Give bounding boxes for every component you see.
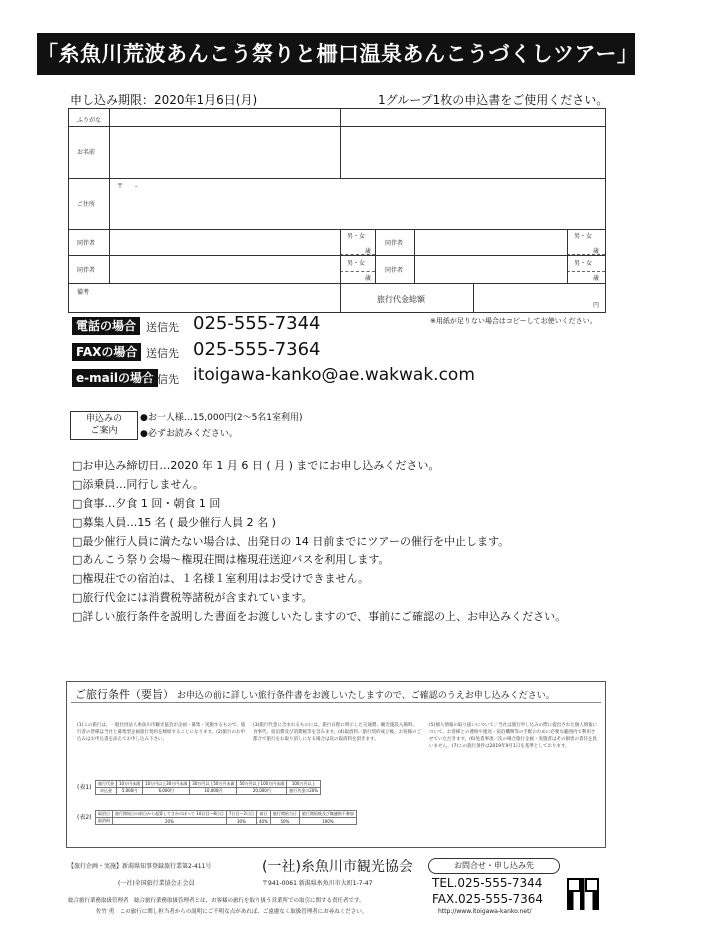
manager-note: 総合旅行業務取扱管理者 総合旅行業務取扱管理者とは、お客様の旅行を取り扱う営業所での取引に関する責任者です。 (68, 898, 365, 904)
checklist-item: □食事…夕食 1 回・朝食 1 回 (72, 497, 221, 510)
inquiry-label: お問合せ・申し込み先 (428, 858, 560, 874)
age-label: 歳 (593, 248, 600, 255)
companion-label: 同伴者 (77, 240, 96, 247)
guide-box-line1: 申込みの (85, 414, 122, 424)
age-label: 歳 (365, 275, 372, 282)
table2-label: (表2) (77, 814, 92, 821)
contact-dest-label: 送信先 (146, 321, 179, 334)
qr-code-icon (567, 878, 599, 910)
address-label: ご住所 (77, 201, 96, 208)
checklist-item: □あんこう祭り会場〜権現荘間は権現荘送迎バスを利用します。 (72, 553, 390, 566)
table-cell: 100万円以上 (287, 781, 321, 788)
table-cell: 30% (226, 818, 256, 825)
guide-box (70, 411, 138, 440)
table-cell: 7日目〜2日目 (226, 811, 256, 818)
conditions-col3: (5)個人情報の取り扱いについて／当社は旅行申し込みの際に提出された個人情報について、お客様との連絡や運送・宿泊機関等の手配のために必要な範囲内で利用させていただきます。(6)免責事項／次の場合旅行企画・実施者はその損害の責任を負いません。(7)この旅行条件は2019年9月1日を基準としております。 (429, 723, 598, 749)
conditions-heading-note: お申込の前に詳しい旅行条件書をお渡しいたしますので、ご確認のうえお申し込みください。 (176, 691, 555, 701)
organization-address: 〒941-0061 新潟県糸魚川市大町1-7-47 (262, 880, 373, 887)
total-label: 旅行代金総額 (377, 295, 425, 304)
age-label: 歳 (593, 275, 600, 282)
companion-label: 同伴者 (77, 267, 96, 274)
association-member: (一社)全国旅行業協会正会員 (118, 880, 195, 887)
group-note: 1グループ1枚の申込書をご使用ください。 (378, 93, 609, 107)
read-note: ●必ずお読みください。 (140, 429, 238, 439)
checklist-item: □最少催行人員に満たない場合は、出発日の 14 日前までにツアーの催行を中止します。 (72, 535, 510, 548)
contact-tag-fax: FAXの場合 (72, 343, 141, 361)
gender-label: 男・女 (574, 260, 593, 267)
table-cell: 50万円以上100万円未満 (237, 781, 287, 788)
yen-label: 円 (593, 302, 600, 309)
gender-label: 男・女 (347, 233, 366, 240)
table-cell: 50% (270, 818, 299, 825)
table-cell: 旅行開始日の前日から起算してさかのぼって 10日目〜8日目 (113, 811, 227, 818)
furigana-label: ふりがな (77, 117, 102, 124)
table-cell: 30万円以上50万円未満 (190, 781, 237, 788)
checklist-item: □添乗員…同行しません。 (72, 478, 205, 491)
website-url: http://www.itoigawa-kanko.net/ (438, 908, 532, 915)
age-label: 歳 (365, 248, 372, 255)
footer-tel: TEL.025-555-7344 (432, 876, 543, 890)
phone-number: 025-555-7344 (193, 313, 321, 334)
table-cell: 申込金 (96, 788, 117, 795)
table-cell: 取消料 (96, 818, 113, 825)
conditions-heading-row (75, 686, 555, 702)
fax-number: 025-555-7364 (193, 339, 321, 360)
table-cell: 旅行開始当日 (270, 811, 299, 818)
table-cell: 20,000円 (237, 788, 287, 795)
table1-label: (表1) (77, 784, 92, 791)
contact-dest-label: 送信先 (146, 373, 179, 386)
gender-label: 男・女 (347, 260, 366, 267)
remarks-label: 備考 (77, 289, 90, 296)
conditions-col1: (1)この旅行は、一般社団法人糸魚川市観光協会が企画・募集・実施するもので、旅行者の皆様は当社と募集型企画旅行契約を締結することになります。(2)旅行のお申込みはお申込書を添えてお申し込み下さい。 (77, 723, 246, 742)
companion-label: 同伴者 (385, 240, 404, 247)
email-address: itoigawa-kanko@ae.wakwak.com (193, 365, 475, 385)
gender-label: 男・女 (574, 233, 593, 240)
table-cell: 100% (299, 818, 356, 825)
contact-tag-phone: 電話の場合 (72, 317, 140, 335)
table-cell: 5,000円 (117, 788, 143, 795)
contact-dest-label: 送信先 (146, 347, 179, 360)
application-form (68, 108, 606, 313)
contact-tag-email: e-mailの場合 (72, 369, 158, 387)
organization-name: (一社)糸魚川市観光協会 (262, 859, 413, 875)
table-cell: 6,000円 (143, 788, 190, 795)
table-cell: 40% (257, 818, 271, 825)
table-cell: 前日 (257, 811, 271, 818)
postal-mark: 〒 - (117, 183, 138, 190)
table-cell: 取消日 (96, 811, 113, 818)
table-cell: 旅行代金の20% (287, 788, 321, 795)
table-cell: 10万円未満 (117, 781, 143, 788)
conditions-col2: (3)旅行代金に含まれるものには、旅行日程に明示した交通費、観光施設入場料、食事代、宿泊費及び消費税等を含みます。(4)取消料／旅行契約成立後、お客様のご都合で旅行をお取り消しになる場合は次の取消料を頂きます。 (253, 723, 422, 742)
price-info: ●お一人様…15,000円(2〜5名1室利用) (140, 413, 303, 423)
deadline-text: 申し込み期限：2020年1月6日(月) (70, 93, 258, 107)
guide-box-line2: ご案内 (90, 426, 118, 436)
table-cell: 20% (113, 818, 227, 825)
table-cell: 10万円以上30万円未満 (143, 781, 190, 788)
name-label: お名前 (77, 149, 96, 156)
companion-label: 同伴者 (385, 267, 404, 274)
manager-name: 佐竹 勇 この旅行に関し担当者からの説明にご不明な点があれば、ご遠慮なく取扱管理者にお尋ねください。 (96, 909, 368, 915)
checklist-item: □詳しい旅行条件を説明した書面をお渡しいたしますので、事前にご確認の上、お申込みください。 (72, 610, 567, 623)
copy-note: ※用紙が足りない場合はコピーしてお使いください。 (430, 317, 597, 325)
footer-fax: FAX.025-555-7364 (432, 892, 544, 906)
checklist-item: □お申込み締切日…2020 年 1 月 6 日 ( 月 ) までにお申し込みください。 (72, 459, 440, 472)
checklist-item: □募集人員…15 名 ( 最少催行人員 2 名 ) (72, 516, 276, 529)
checklist-item: □旅行代金には消費税等諸税が含まれています。 (72, 591, 313, 604)
planner-registration: 【旅行企画・実施】新潟県知事登録旅行業第2-411号 (68, 863, 212, 870)
table-cell: 旅行開始後及び無連絡不参加 (299, 811, 356, 818)
page-title: 「糸魚川荒波あんこう祭りと柵口温泉あんこうづくしツアー」申込書 (37, 33, 635, 75)
travel-conditions-box (66, 681, 606, 848)
checklist-item: □権現荘での宿泊は、１名様１室利用はお受けできません。 (72, 572, 370, 585)
conditions-heading: ご旅行条件（要旨） (75, 688, 174, 701)
cancellation-table (95, 810, 357, 825)
table-cell: 旅行代金 (96, 781, 117, 788)
table-cell: 10,000円 (190, 788, 237, 795)
deposit-table (95, 780, 321, 795)
